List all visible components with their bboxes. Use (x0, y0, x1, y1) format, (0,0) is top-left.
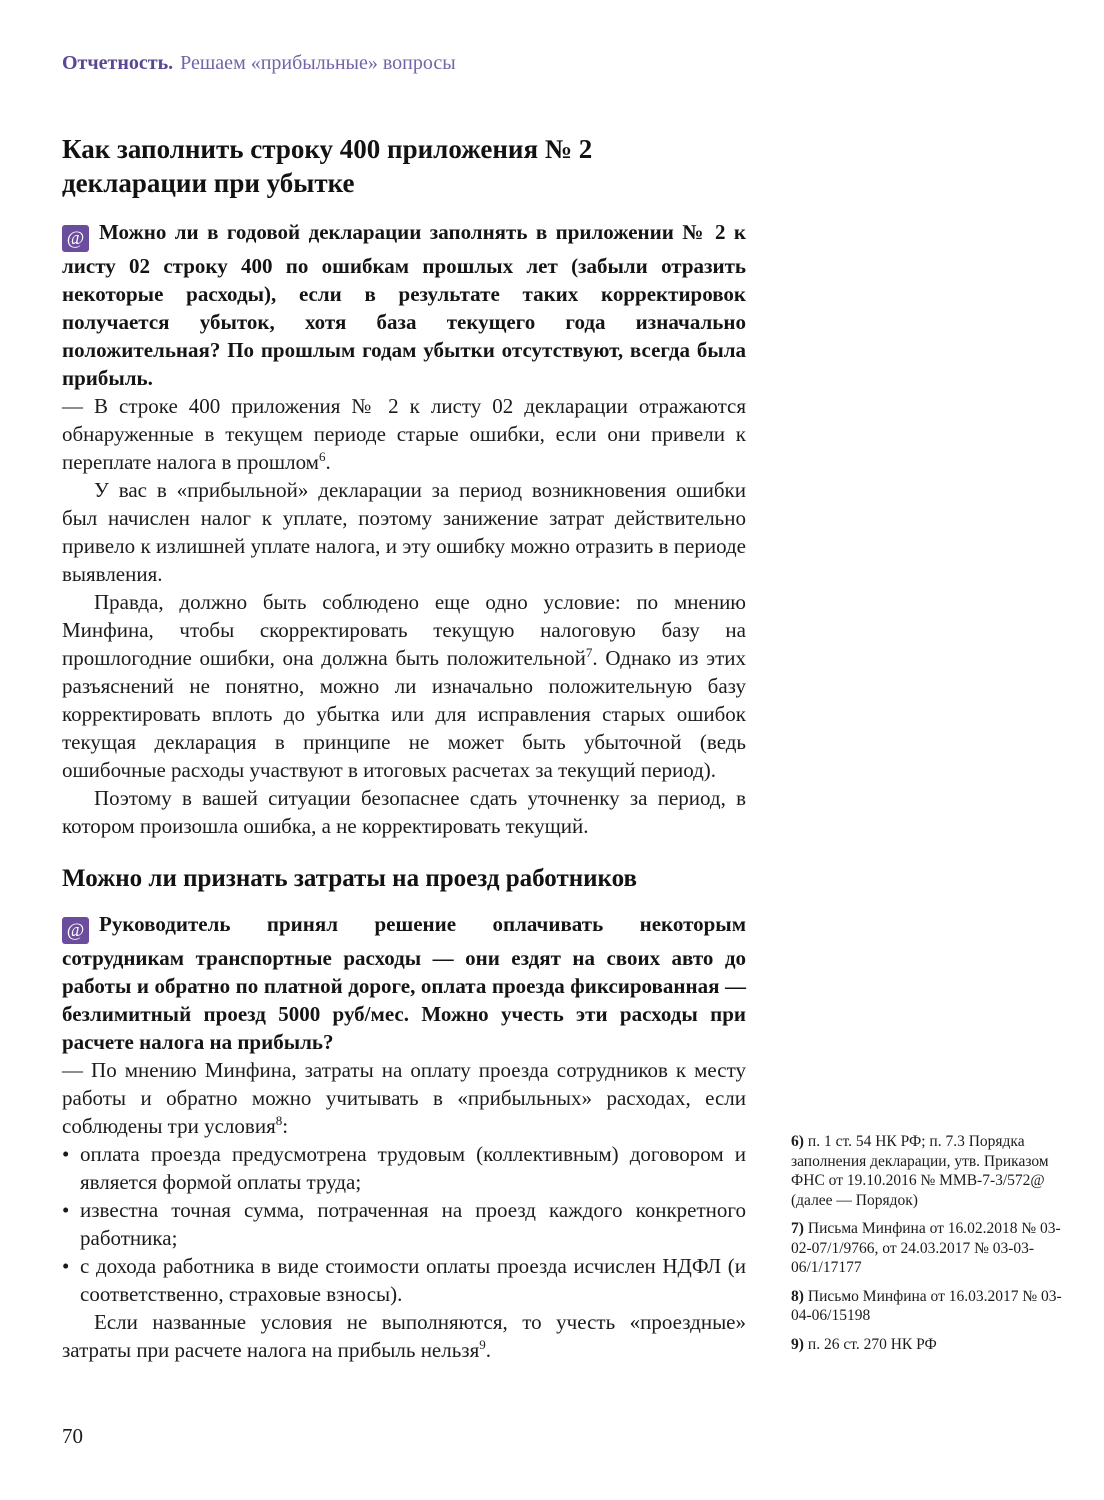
page-number: 70 (62, 1424, 83, 1448)
footnote-item (791, 1287, 1076, 1326)
bullet-item (62, 1196, 746, 1252)
answer-paragraph: Поэтому в вашей ситуации безопаснее сдать уточненку за период, в котором произошла ошибка, а не корректировать текущий. (62, 786, 746, 838)
footnote-item (791, 1219, 1076, 1278)
paragraph-text: — По мнению Минфина, затраты на оплату проезда сотрудников к месту работы и обратно можно учитывать в «прибыльных» расходах, если соблюдены три условия (62, 1058, 746, 1138)
bullet-text: с дохода работника в виде стоимости оплаты проезда исчислен НДФЛ (и соответственно, страховые взносы). (80, 1254, 746, 1306)
answer-paragraph (62, 1056, 746, 1140)
footnote-ref-9: 9 (479, 1337, 486, 1352)
rubric-subtitle: Решаем «прибыльные» вопросы (180, 52, 456, 74)
footnote-marker: 6) (791, 1133, 804, 1150)
bullet-text: оплата проезда предусмотрена трудовым (коллективным) договором и является формой оплаты труда; (80, 1142, 746, 1194)
at-icon: @ (62, 225, 89, 252)
answer-2 (62, 1056, 746, 1364)
paragraph-text: Если названные условия не выполняются, то учесть «проездные» затраты при расчете налога на прибыль нельзя (62, 1310, 746, 1362)
footnote-item (791, 1335, 1076, 1355)
article-title-1: Как заполнить строку 400 приложения № 2 декларации при убытке (62, 134, 593, 198)
question-1-text: Можно ли в годовой декларации заполнять в приложении № 2 к листу 02 строку 400 по ошибкам прошлых лет (забыли отразить некоторые расходы), если в результате таких корректировок получается убыток, хотя база текущего года изначально положительная? По прошлым годам убытки отсутствуют, всегда была прибыль. (62, 220, 746, 390)
footnote-text: п. 1 ст. 54 НК РФ; п. 7.3 Порядка заполнения декларации, утв. Приказом ФНС от 19.10.2016 № ММВ-7-3/572@ (далее — Порядок) (791, 1133, 1049, 1209)
at-icon: @ (62, 917, 89, 944)
bullet-icon: • (62, 1254, 70, 1278)
answer-paragraph: У вас в «прибыльной» декларации за период возникновения ошибки был начислен налог к уплате, поэтому занижение затрат действительно привело к излишней уплате налога, и эту ошибку можно отразить в периоде выявления. (62, 478, 746, 586)
bullet-icon: • (62, 1142, 70, 1166)
footnote-text: п. 26 ст. 270 НК РФ (807, 1335, 937, 1353)
question-2 (62, 910, 746, 1056)
answer-paragraph (62, 392, 746, 476)
question-1 (62, 218, 746, 392)
paragraph-text: . Однако из этих разъяснений не понятно, можно ли изначально положительную базу корректировать вплоть до убытка или для исправления старых ошибок текущая декларация в принципе не может быть убыточной (ведь ошибочные расходы участвуют в итоговых расчетах за текущий период). (62, 646, 747, 782)
bullet-item (62, 1140, 746, 1196)
footnote-text: Письмо Минфина от 16.03.2017 № 03-04-06/15198 (791, 1287, 1062, 1324)
footnotes-sidebar (791, 1132, 1076, 1363)
paragraph-text: : (282, 1114, 289, 1138)
footnote-marker: 9) (791, 1335, 804, 1353)
main-column (62, 0, 746, 1364)
answer-1 (62, 392, 746, 840)
footnote-marker: 7) (791, 1220, 804, 1237)
bullet-icon: • (62, 1198, 70, 1222)
rubric-title: Отчетность. (62, 52, 174, 74)
footnote-text: Письма Минфина от 16.02.2018 № 03-02-07/1/9766, от 24.03.2017 № 03-03-06/1/17177 (791, 1220, 1061, 1276)
footnote-ref-8: 8 (275, 1113, 283, 1128)
paragraph-text: . (325, 450, 331, 474)
paragraph-text: — В строке 400 приложения № 2 к листу 02 декларации отражаются обнаруженные в текущем периоде старые ошибки, если они привели к переплате налога в прошлом (62, 394, 746, 474)
bullet-item (62, 1252, 746, 1308)
footnote-ref-6: 6 (318, 449, 326, 464)
paragraph-text: Правда, должно быть соблюдено еще одно условие: по мнению Минфина, чтобы скорректировать текущую налоговую базу на прошлогодние ошибки, она должна быть положительной (62, 590, 746, 670)
answer-paragraph (62, 1308, 746, 1364)
paragraph-text: . (485, 1338, 492, 1362)
footnote-marker: 8) (791, 1287, 804, 1305)
question-2-text: Руководитель принял решение оплачивать некоторым сотрудникам транспортные расходы — они ездят на своих авто до работы и обратно по платной дороге, оплата проезда фиксированная — безлимитный проезд 5000 руб/мес. Можно учесть эти расходы при расчете налога на прибыль? (62, 912, 746, 1054)
footnote-item (791, 1132, 1076, 1210)
bullet-text: известна точная сумма, потраченная на проезд каждого конкретного работника; (80, 1198, 746, 1250)
article-title-2: Можно ли признать затраты на проезд работников (62, 865, 637, 892)
page-header (62, 50, 746, 76)
answer-paragraph (62, 588, 746, 784)
footnote-ref-7: 7 (585, 645, 593, 660)
